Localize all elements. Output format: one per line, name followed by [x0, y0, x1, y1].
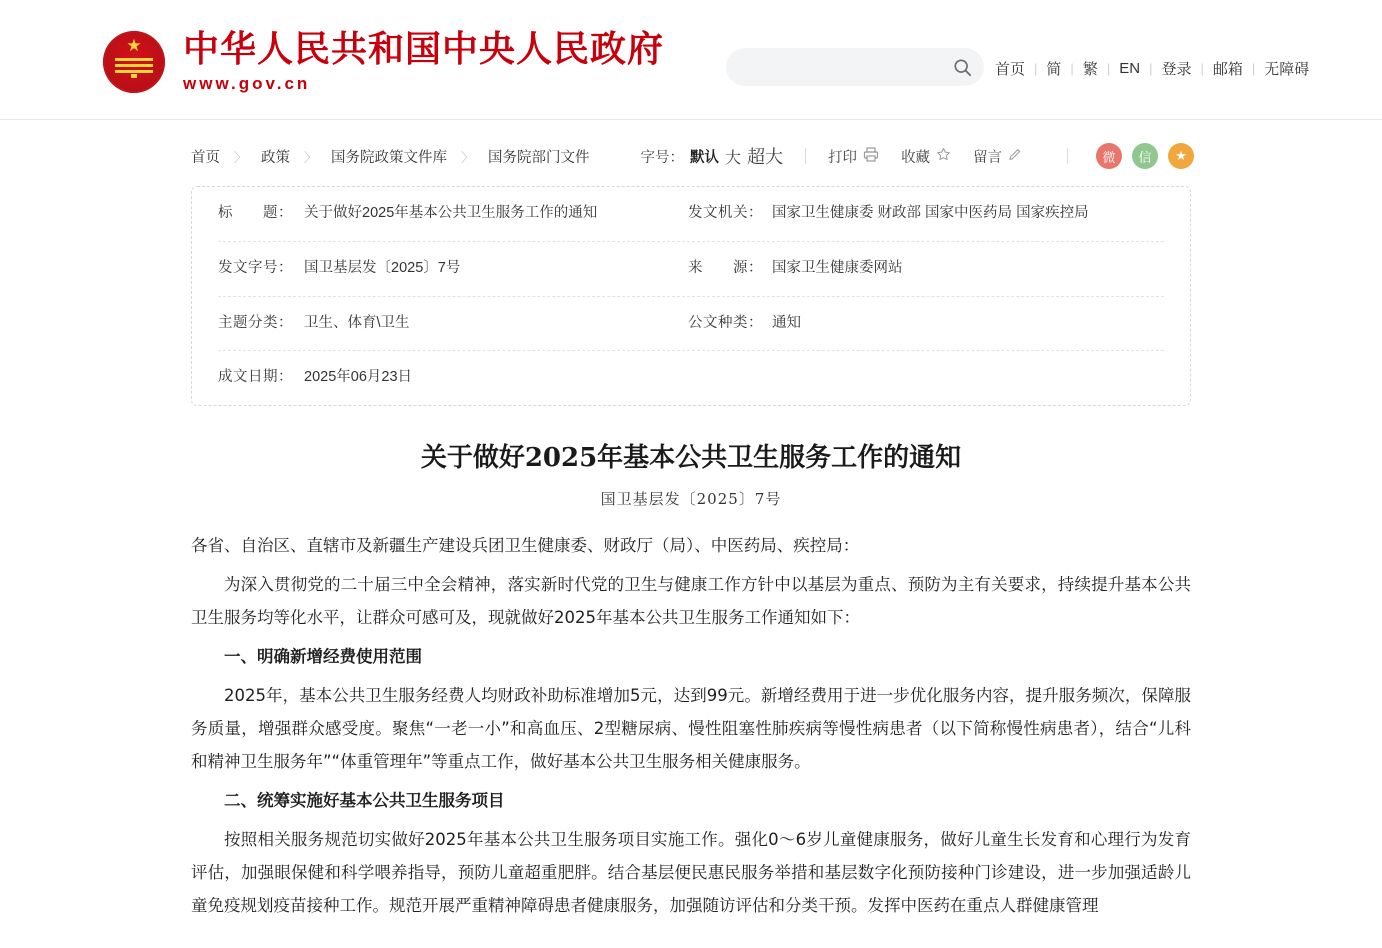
star-icon — [936, 147, 951, 166]
weibo-share-icon[interactable]: 微 — [1096, 143, 1122, 169]
meta-key-docnumber: 发文字号： — [218, 259, 293, 276]
favorite-share-icon[interactable]: ★ — [1168, 143, 1194, 169]
article-paragraph: 为深入贯彻党的二十届三中全会精神，落实新时代党的卫生与健康工作方针中以基层为重点、预防为主有关要求，持续提升基本公共卫生服务均等化水平，让群众可感可及，现就做好2025年基本公共卫生服务工作通知如下： — [191, 575, 1191, 628]
breadcrumb — [191, 146, 590, 167]
meta-row — [218, 187, 1164, 242]
meta-value-date: 2025年06月23日 — [304, 369, 413, 386]
header-sep: | — [1070, 61, 1074, 76]
favorite-label: 收藏 — [901, 149, 931, 166]
site-logo[interactable] — [103, 30, 664, 94]
pencil-icon — [1008, 147, 1023, 166]
meta-key-source: 来 源： — [688, 259, 763, 276]
article-paragraph: 按照相关服务规范切实做好2025年基本公共卫生服务项目实施工作。强化0～6岁儿童健康服务，做好儿童生长发育和心理行为发育评估，加强眼保健和科学喂养指导，预防儿童超重肥胖。结合基层便民惠民服务举措和基层数字化预防接种门诊建设，进一步加强适龄儿童免疫规划疫苗接种工作。规范开展严重精神障碍患者健康服务，加强随访评估和分类干预。发挥中医药在重点人群健康管理 — [191, 830, 1191, 916]
meta-row — [218, 242, 1164, 297]
fontsize-default[interactable]: 默认 — [690, 149, 720, 166]
meta-doctype-cell — [688, 313, 801, 335]
print-label: 打印 — [828, 149, 858, 166]
printer-icon — [863, 147, 879, 166]
meta-category-cell — [218, 313, 688, 335]
search-button[interactable] — [940, 48, 984, 86]
fontsize-large[interactable]: 大 — [725, 149, 742, 167]
search-input[interactable] — [726, 49, 940, 85]
site-header — [0, 0, 1382, 120]
wechat-share-icon[interactable]: 信 — [1132, 143, 1158, 169]
meta-value-title: 关于做好2025年基本公共卫生服务工作的通知 — [304, 205, 598, 221]
meta-key-category: 主题分类： — [218, 314, 293, 331]
chevron-right-icon: 〉 — [461, 149, 475, 165]
meta-title-cell — [218, 203, 688, 225]
fontsize-extra-large[interactable]: 超大 — [747, 147, 784, 167]
meta-value-source: 国家卫生健康委网站 — [772, 259, 903, 276]
meta-key-date: 成文日期： — [218, 369, 293, 386]
header-sep: | — [1251, 61, 1256, 76]
article-doc-number: 国卫基层发〔2025〕7号 — [600, 490, 782, 509]
header-sep: | — [1200, 61, 1204, 76]
header-sep: | — [1106, 61, 1111, 76]
chevron-right-icon: 〉 — [234, 149, 248, 165]
article — [191, 440, 1191, 948]
header-link-home[interactable]: 首页 — [995, 61, 1026, 78]
article-paragraph: 2025年，基本公共卫生服务经费人均财政补助标准增加5元，达到99元。新增经费用于进一步优化服务内容，提升服务频次，保障服务质量，增强群众感受度。聚焦“一老一小”和高血压、2型糖尿病、慢性阻塞性肺疾病等慢性病患者（以下简称慢性病患者），结合“儿科和精神卫生服务年”“体重管理年”等重点工作，做好基本公共卫生服务相关健康服务。 — [191, 686, 1191, 772]
breadcrumb-item-policy[interactable]: 政策 — [261, 149, 291, 166]
meta-key-doctype: 公文种类： — [688, 314, 763, 331]
header-link-login[interactable]: 登录 — [1161, 61, 1192, 78]
article-body — [191, 529, 1191, 922]
share-icons — [1096, 143, 1194, 169]
toolbar-divider — [805, 148, 806, 164]
meta-row — [218, 351, 1164, 405]
breadcrumb-toolbar-row — [191, 120, 1191, 184]
meta-key-issuer: 发文机关： — [688, 205, 763, 221]
article-section-heading: 一、明确新增经费使用范围 — [224, 647, 422, 667]
meta-source-cell — [688, 258, 903, 280]
header-link-accessibility[interactable]: 无障碍 — [1264, 61, 1310, 78]
header-link-simplified[interactable]: 简 — [1046, 61, 1062, 78]
header-link-traditional[interactable]: 繁 — [1082, 61, 1098, 78]
meta-key-title: 标 题： — [218, 205, 293, 221]
chevron-right-icon: 〉 — [304, 149, 318, 165]
header-link-english[interactable]: EN — [1119, 60, 1141, 77]
comment-button[interactable] — [973, 146, 1023, 167]
site-title: 中华人民共和国中央人民政府 — [183, 28, 665, 70]
fontsize-label: 字号： — [640, 149, 685, 166]
toolbar-divider — [1067, 148, 1068, 164]
meta-value-docnumber: 国卫基层发〔2025〕7号 — [304, 259, 461, 276]
page-wrap — [191, 120, 1191, 948]
breadcrumb-item-department-docs[interactable]: 国务院部门文件 — [488, 149, 590, 166]
page-title: 关于做好2025年基本公共卫生服务工作的通知 — [420, 443, 962, 473]
favorite-button[interactable] — [901, 146, 951, 167]
meta-value-category: 卫生、体育\卫生 — [304, 314, 410, 331]
meta-issuer-cell — [688, 203, 1089, 225]
breadcrumb-item-doc-library[interactable]: 国务院政策文件库 — [331, 149, 448, 166]
print-button[interactable] — [828, 146, 879, 167]
meta-value-issuer: 国家卫生健康委 财政部 国家中医药局 国家疾控局 — [772, 205, 1089, 221]
breadcrumb-item-home[interactable]: 首页 — [191, 149, 220, 166]
search-icon — [953, 58, 972, 77]
meta-date-cell — [218, 367, 688, 389]
header-link-mail[interactable]: 邮箱 — [1212, 61, 1243, 78]
meta-value-doctype: 通知 — [772, 314, 801, 331]
article-paragraph: 各省、自治区、直辖市及新疆生产建设兵团卫生健康委、财政厅（局）、中医药局、疾控局： — [191, 536, 860, 556]
header-sep: | — [1149, 61, 1153, 76]
site-domain: www.gov.cn — [183, 73, 311, 93]
meta-row — [218, 297, 1164, 352]
article-toolbar — [641, 143, 1195, 169]
header-sep: | — [1034, 61, 1038, 76]
search-box[interactable] — [726, 48, 984, 86]
article-section-heading: 二、统筹实施好基本公共卫生服务项目 — [224, 791, 505, 811]
national-emblem-icon — [103, 31, 165, 93]
document-meta-card — [191, 186, 1191, 406]
header-links — [995, 58, 1318, 79]
meta-docnumber-cell — [218, 258, 688, 280]
comment-label: 留言 — [973, 149, 1003, 166]
